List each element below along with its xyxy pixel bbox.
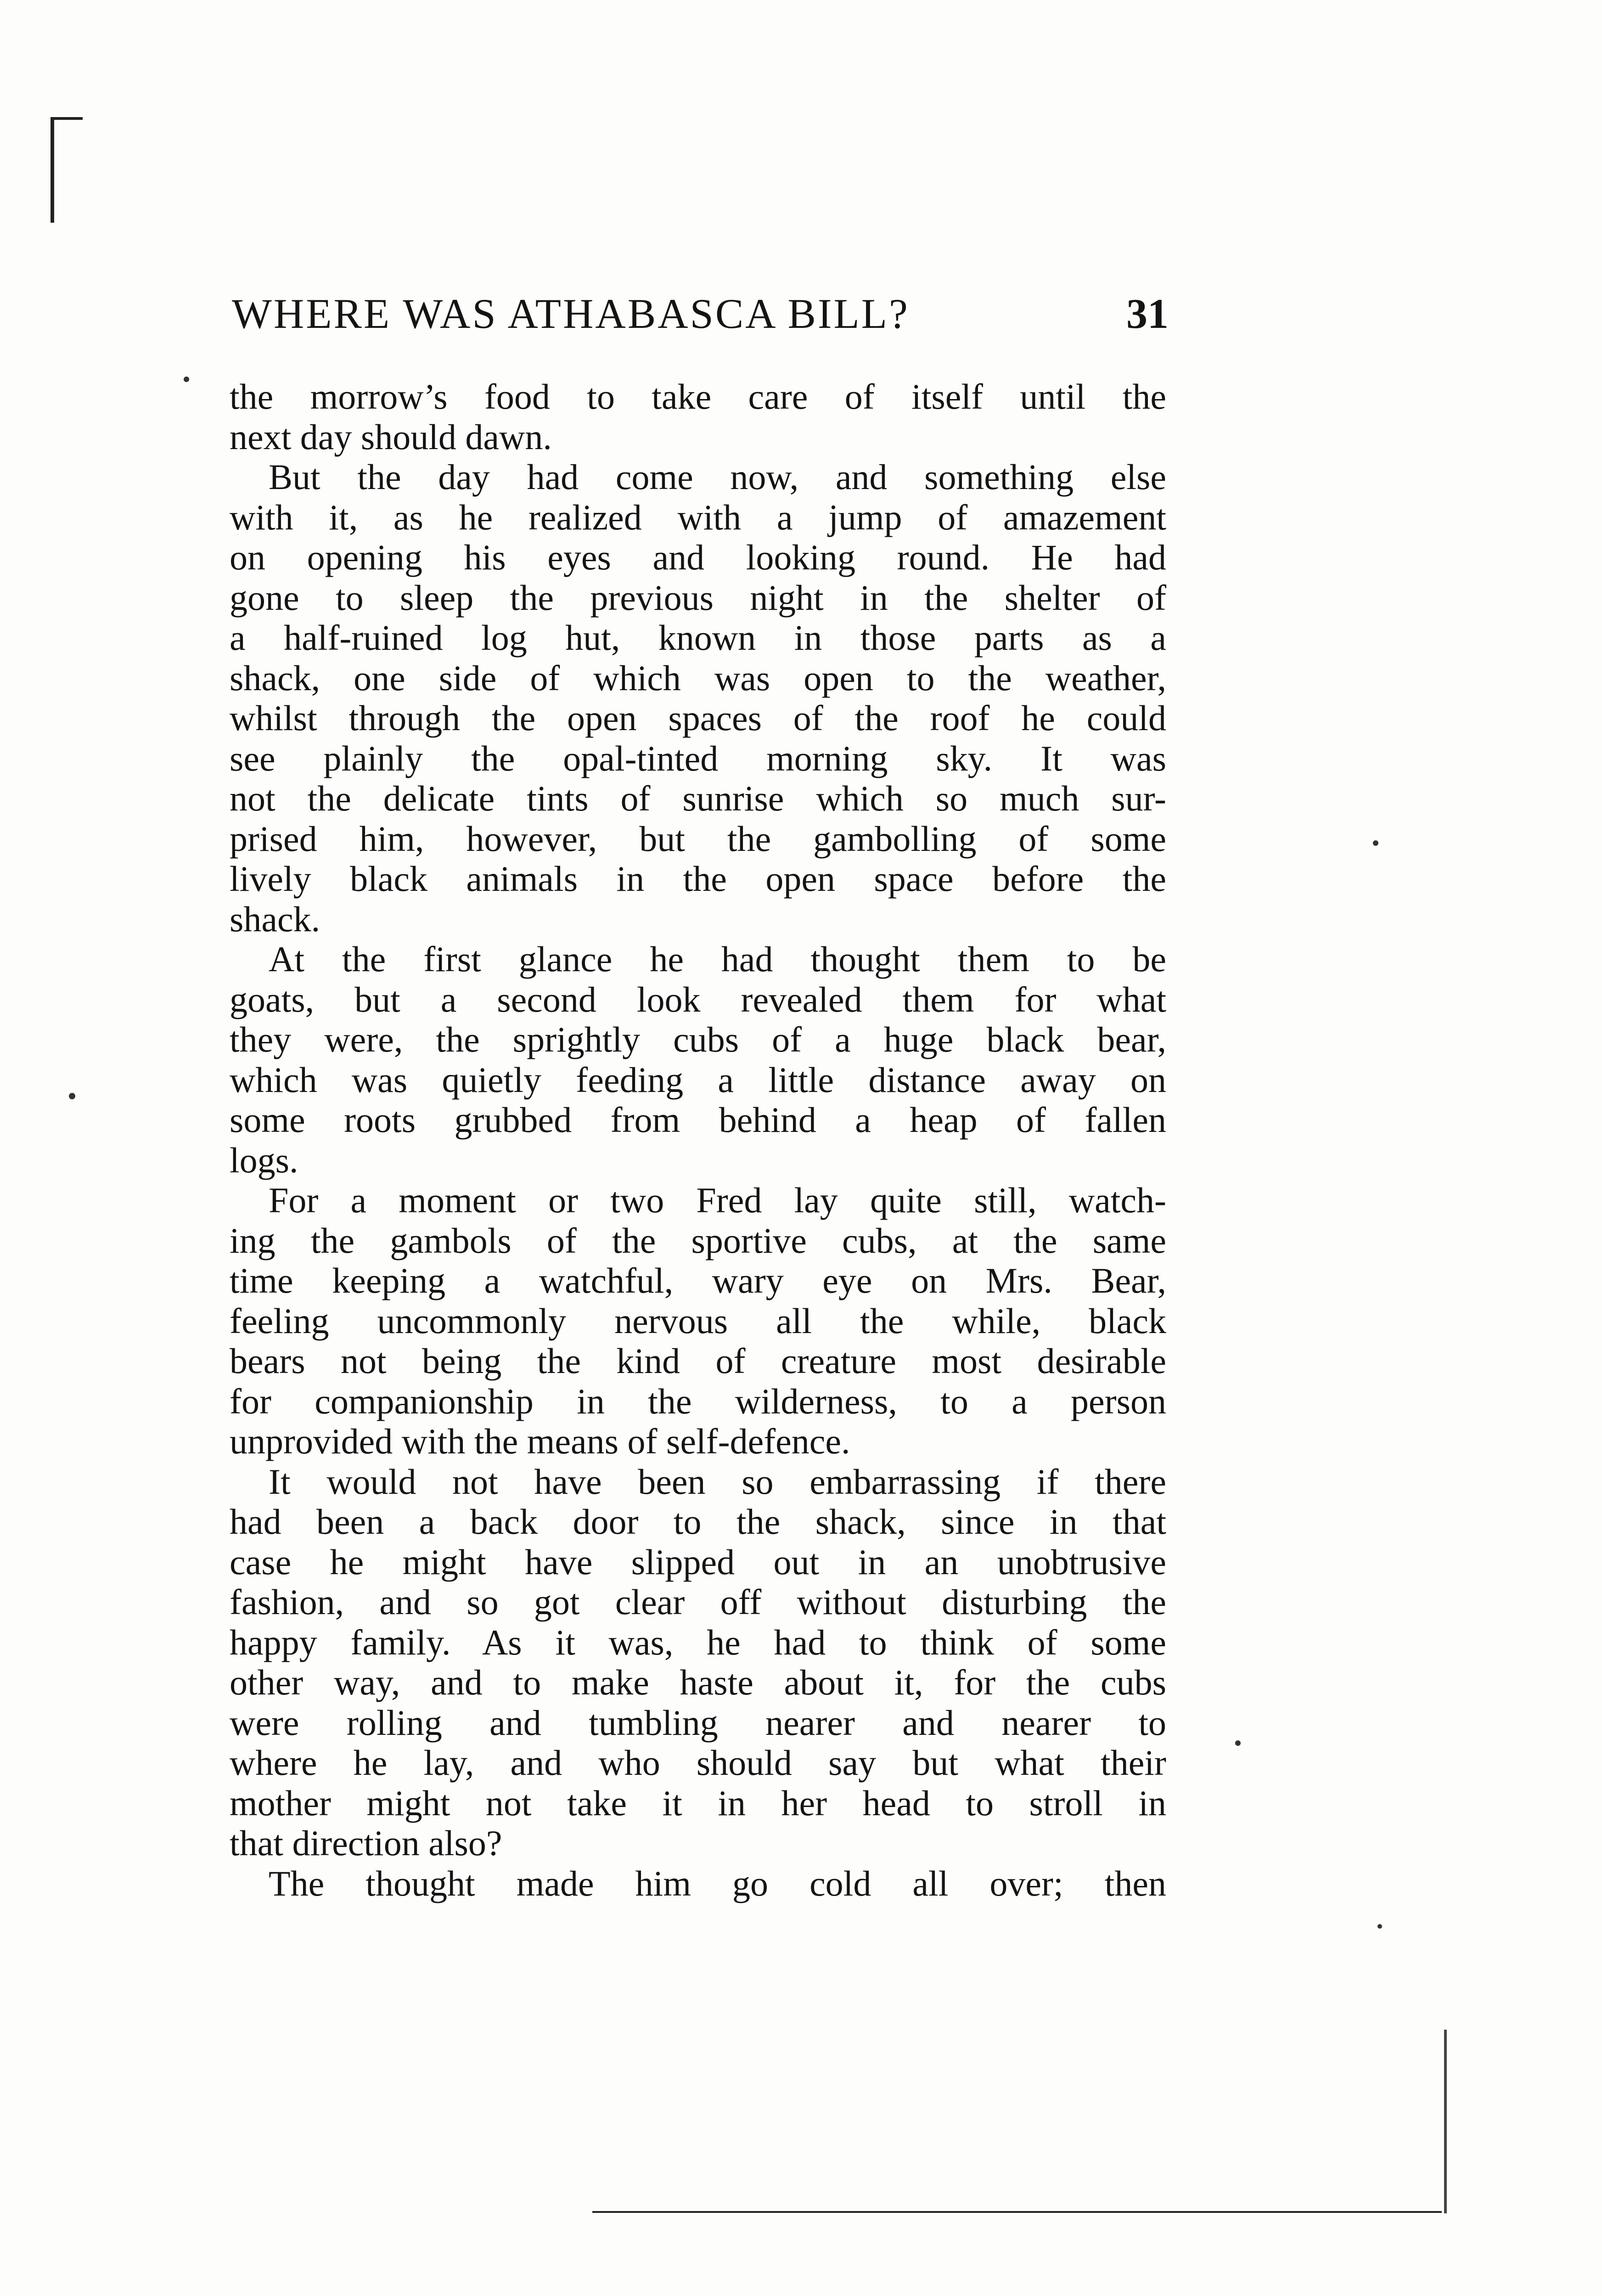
scan-speck xyxy=(1235,1740,1241,1746)
page-edge-mark xyxy=(1444,2030,1447,2213)
text-line: for companionship in the wilderness, to a person xyxy=(230,1381,1166,1421)
page-number: 31 xyxy=(1126,290,1169,337)
binding-edge-rule xyxy=(51,117,54,223)
text-line: other way, and to make haste about it, for the cubs xyxy=(230,1662,1166,1702)
text-line: time keeping a watchful, wary eye on Mrs. Bear, xyxy=(230,1261,1166,1300)
bottom-edge-rule xyxy=(592,2211,1442,2213)
binding-edge-mark xyxy=(51,117,83,120)
text-line: next day should dawn. xyxy=(230,416,552,457)
text-line: that direction also? xyxy=(230,1823,502,1863)
text-line: case he might have slipped out in an unobtrusive xyxy=(230,1542,1166,1582)
text-line: whilst through the open spaces of the roof he could xyxy=(230,698,1166,738)
text-line: lively black animals in the open space before the xyxy=(230,859,1166,899)
scan-speck xyxy=(69,1093,75,1099)
text-line: But the day had come now, and something else xyxy=(269,457,1166,497)
text-line: For a moment or two Fred lay quite still, watch- xyxy=(269,1180,1166,1220)
text-line: not the delicate tints of sunrise which so much sur- xyxy=(230,778,1166,818)
text-line: which was quietly feeding a little distance away on xyxy=(230,1059,1166,1100)
text-line: were rolling and tumbling nearer and nearer to xyxy=(230,1702,1166,1743)
text-line: shack. xyxy=(230,899,320,939)
text-line: mother might not take it in her head to stroll in xyxy=(230,1783,1166,1823)
text-line: At the first glance he had thought them to be xyxy=(269,939,1166,979)
body-text xyxy=(230,377,1166,1903)
text-line: ing the gambols of the sportive cubs, at the same xyxy=(230,1220,1166,1261)
text-line: with it, as he realized with a jump of amazement xyxy=(230,497,1166,537)
text-line: gone to sleep the previous night in the shelter of xyxy=(230,577,1166,618)
text-line: logs. xyxy=(230,1140,298,1180)
text-line: happy family. As it was, he had to think of some xyxy=(230,1622,1166,1662)
page-header xyxy=(232,289,1169,340)
text-line: the morrow’s food to take care of itself until the xyxy=(230,377,1166,416)
text-line: shack, one side of which was open to the weather, xyxy=(230,658,1166,698)
text-line: some roots grubbed from behind a heap of fallen xyxy=(230,1100,1166,1140)
text-line: a half-ruined log hut, known in those parts as a xyxy=(230,618,1166,658)
text-line: prised him, however, but the gambolling of some xyxy=(230,818,1166,859)
scan-speck xyxy=(184,377,189,382)
text-line: they were, the sprightly cubs of a huge black bear, xyxy=(230,1019,1166,1059)
text-line: had been a back door to the shack, since in that xyxy=(230,1502,1166,1542)
text-line: where he lay, and who should say but what their xyxy=(230,1743,1166,1783)
text-line: unprovided with the means of self-defence. xyxy=(230,1421,850,1461)
text-line: fashion, and so got clear off without disturbing the xyxy=(230,1582,1166,1622)
text-line: goats, but a second look revealed them for what xyxy=(230,979,1166,1019)
scan-speck xyxy=(1377,1924,1382,1929)
text-line: The thought made him go cold all over; then xyxy=(269,1863,1166,1903)
scan-speck xyxy=(1373,840,1378,846)
text-line: bears not being the kind of creature most desirable xyxy=(230,1341,1166,1381)
text-line: feeling uncommonly nervous all the while, black xyxy=(230,1300,1166,1341)
text-line: on opening his eyes and looking round. He had xyxy=(230,537,1166,577)
text-line: see plainly the opal-tinted morning sky. It was xyxy=(230,738,1166,778)
text-line: It would not have been so embarrassing if there xyxy=(269,1461,1166,1502)
running-title: WHERE WAS ATHABASCA BILL? xyxy=(232,290,910,337)
